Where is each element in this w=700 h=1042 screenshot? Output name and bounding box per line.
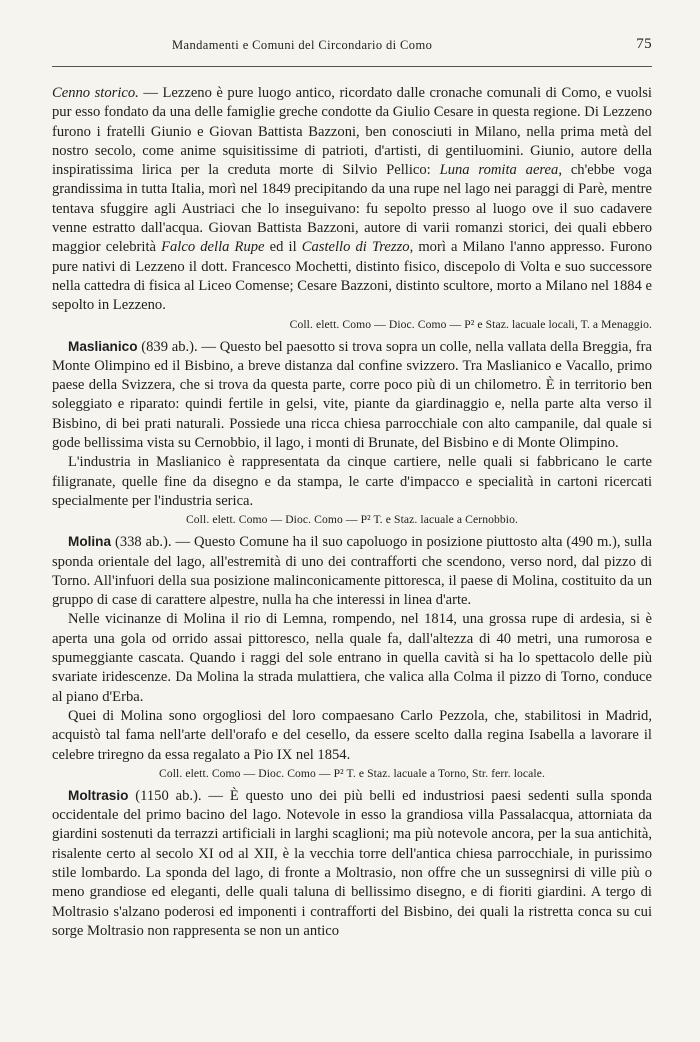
cenno-storico-label: Cenno storico. [52,85,139,101]
maslianico-admin-info: Coll. elett. Como — Dioc. Como — P² T. e Staz. lacuale a Cernobbio. [185,513,519,527]
work-title: Castello di Trezzo [301,239,410,256]
lezzeno-text: ed il [264,239,302,256]
lezzeno-admin-info: Coll. elett. Como — Dioc. Como — P² e Staz. lacuale locali, T. a Menaggio. [289,317,652,331]
molina-pezzola: Quei di Molina sono orgogliosi del loro compaesano Carlo Pezzola, che, stabilitosi in Madrid, acquistò tal fama nell'arte dell'orafo e del cesello, da essere scelto dalla regina Isabella a lavorare il celebre triregno da essa regalato a Pio IX nel 1854. [52,707,652,763]
moltrasio-entry [52,786,652,941]
entry-name: Maslianico [68,338,138,354]
entry-text: — È questo uno dei più belli ed industriosi paesi sedenti sulla sponda occidentale del primo bacino del lago. Notevole in esso la grandiosa villa Passalacqua, attorniata da giardini sostenuti da terrazzi artificiali in larghi scaglioni; ma più notevole ancora, per la sua antichità, risalente certo al secolo XI od al XII, è la vecchia torre dell'antica chiesa parrocchiale, in purissimo stile lombardo. La sponda del lago, di fronte a Moltrasio, non offre che un sussegnirsi di ville più o meno grandiose ed eleganti, delle quali taluna di bellissimo disegno, e di fioriti giardini. A tergo di Moltrasio s'alzano poderosi ed imponenti i contrafforti del Bisbino, dei quali la ristretta conca su cui sorge Moltrasio non rappresenta se non un antico [52,787,652,939]
page-number: 75 [636,36,652,52]
molina-entry [52,532,652,610]
header-title: Mandamenti e Comuni del Circondario di Como [172,38,433,52]
population: (839 ab.). [137,338,198,355]
population: (1150 ab.). [128,787,202,804]
lezzeno-text: — Lezzeno è pure luogo antico, ricordato dalle cronache comunali di Como, e vuolsi pur esso fondato da una delle famiglie greche condotte da Giulio Cesare in questa regione. Di Lezzeno furono i fratelli Giunio e Giovan Battista Bazzoni, ben conosciuti in Milano, nella prima metà del nostro secolo, come anime squisitissime di patrioti, d'artisti, di gentiluomini. Giunio, autore della inspiratissima lirica per la creduta morte di Silvio Pellico: [52,85,652,179]
entry-name: Moltrasio [68,787,129,803]
running-header [52,38,652,56]
lezzeno-text: , morì a Milano l'anno appresso. Furono pure nativi di Lezzeno il dott. Francesco Mochetti, distinto fisico, discepolo di Volta e suo successore nella cattedra di fisica al Liceo Comense; Cesare Bazzoni, distinto scultore, morto a Milano nel 1884 e sepolto in Lezzeno. [52,239,652,314]
population: (338 ab.). [111,534,172,551]
maslianico-entry [52,337,652,454]
page-body [52,84,652,941]
maslianico-industry: L'industria in Maslianico è rappresentata da cinque cartiere, nelle quali si fabbricano le carte filigranate, quelle fine da disegno e da stampa, le carte d'impacco e specialità in cartoni ricercati specialmente per l'industria serica. [52,454,652,509]
molina-admin-info: Coll. elett. Como — Dioc. Como — P² T. e Staz. lacuale a Torno, Str. ferr. locale. [159,766,545,780]
entry-name: Molina [68,534,112,550]
work-title: Luna romita aerea [439,162,559,179]
entry-text: — Questo Comune ha il suo capoluogo in posizione piuttosto alta (490 m.), sulla sponda orientale del lago, all'estremità di uno dei contrafforti che scendono, verso nord, dal pizzo di Torno. All'infuori della sua posizione malinconicamente pittoresca, il paese di Molina, costituito da un gruppo di case di carattere alpestre, nulla ha che interessi in linea d'arte. [52,534,652,609]
lezzeno-historical-note [52,84,652,316]
entry-text: — Questo bel paesotto si trova sopra un colle, nella vallata della Breggia, fra Monte Olimpino ed il Bisbino, a breve distanza dal confine svizzero. Tra Maslianico e Vacallo, primo paese della Svizzera, che si trova da questa parte, corre poco più di un chilometro. È in territorio ben soleggiato e riparato: quindi fertile in gelsi, vite, piante da giardinaggio e, nella parte alta verso il Bisbino, di bei prati naturali. Possiede una ricca chiesa parrocchiale con alto campanile, dal quale si gode bellissima vista su Cernobbio, il lago, i monti di Brunate, del Bisbino e di Monte Olimpino. [52,338,652,452]
work-title: Falco della Rupe [161,239,265,256]
lezzeno-text: , ch'ebbe voga grandissima in tutta Italia, morì nel 1849 precipitando da una rupe nel lago nei paraggi di Parè, mentre tentava sfuggire agli Austriaci che lo inseguivano: fu sepolto presso al luogo ove il suo cadavere venne estratto dall'acqua. Giovan Battista Bazzoni, autore di varii romanzi storici, dei quali ebbero maggior celebrità [52,162,652,256]
header-rule [52,66,652,67]
molina-waterfall: Nelle vicinanze di Molina il rio di Lemna, rompendo, nel 1814, una grossa rupe di ardesia, si è aperta una gola od orrido assai pittoresco, nella quale fa, dall'altezza di 40 metri, una rumorosa e spumeggiante cascata. Quando i raggi del sole entrano in quella cavità si ha lo spettacolo delle più svariate iridescenze. Da Molina la strada mulattiera, che valica alla Colma il pizzo di Torno, conduce al piano d'Erba. [52,611,652,705]
